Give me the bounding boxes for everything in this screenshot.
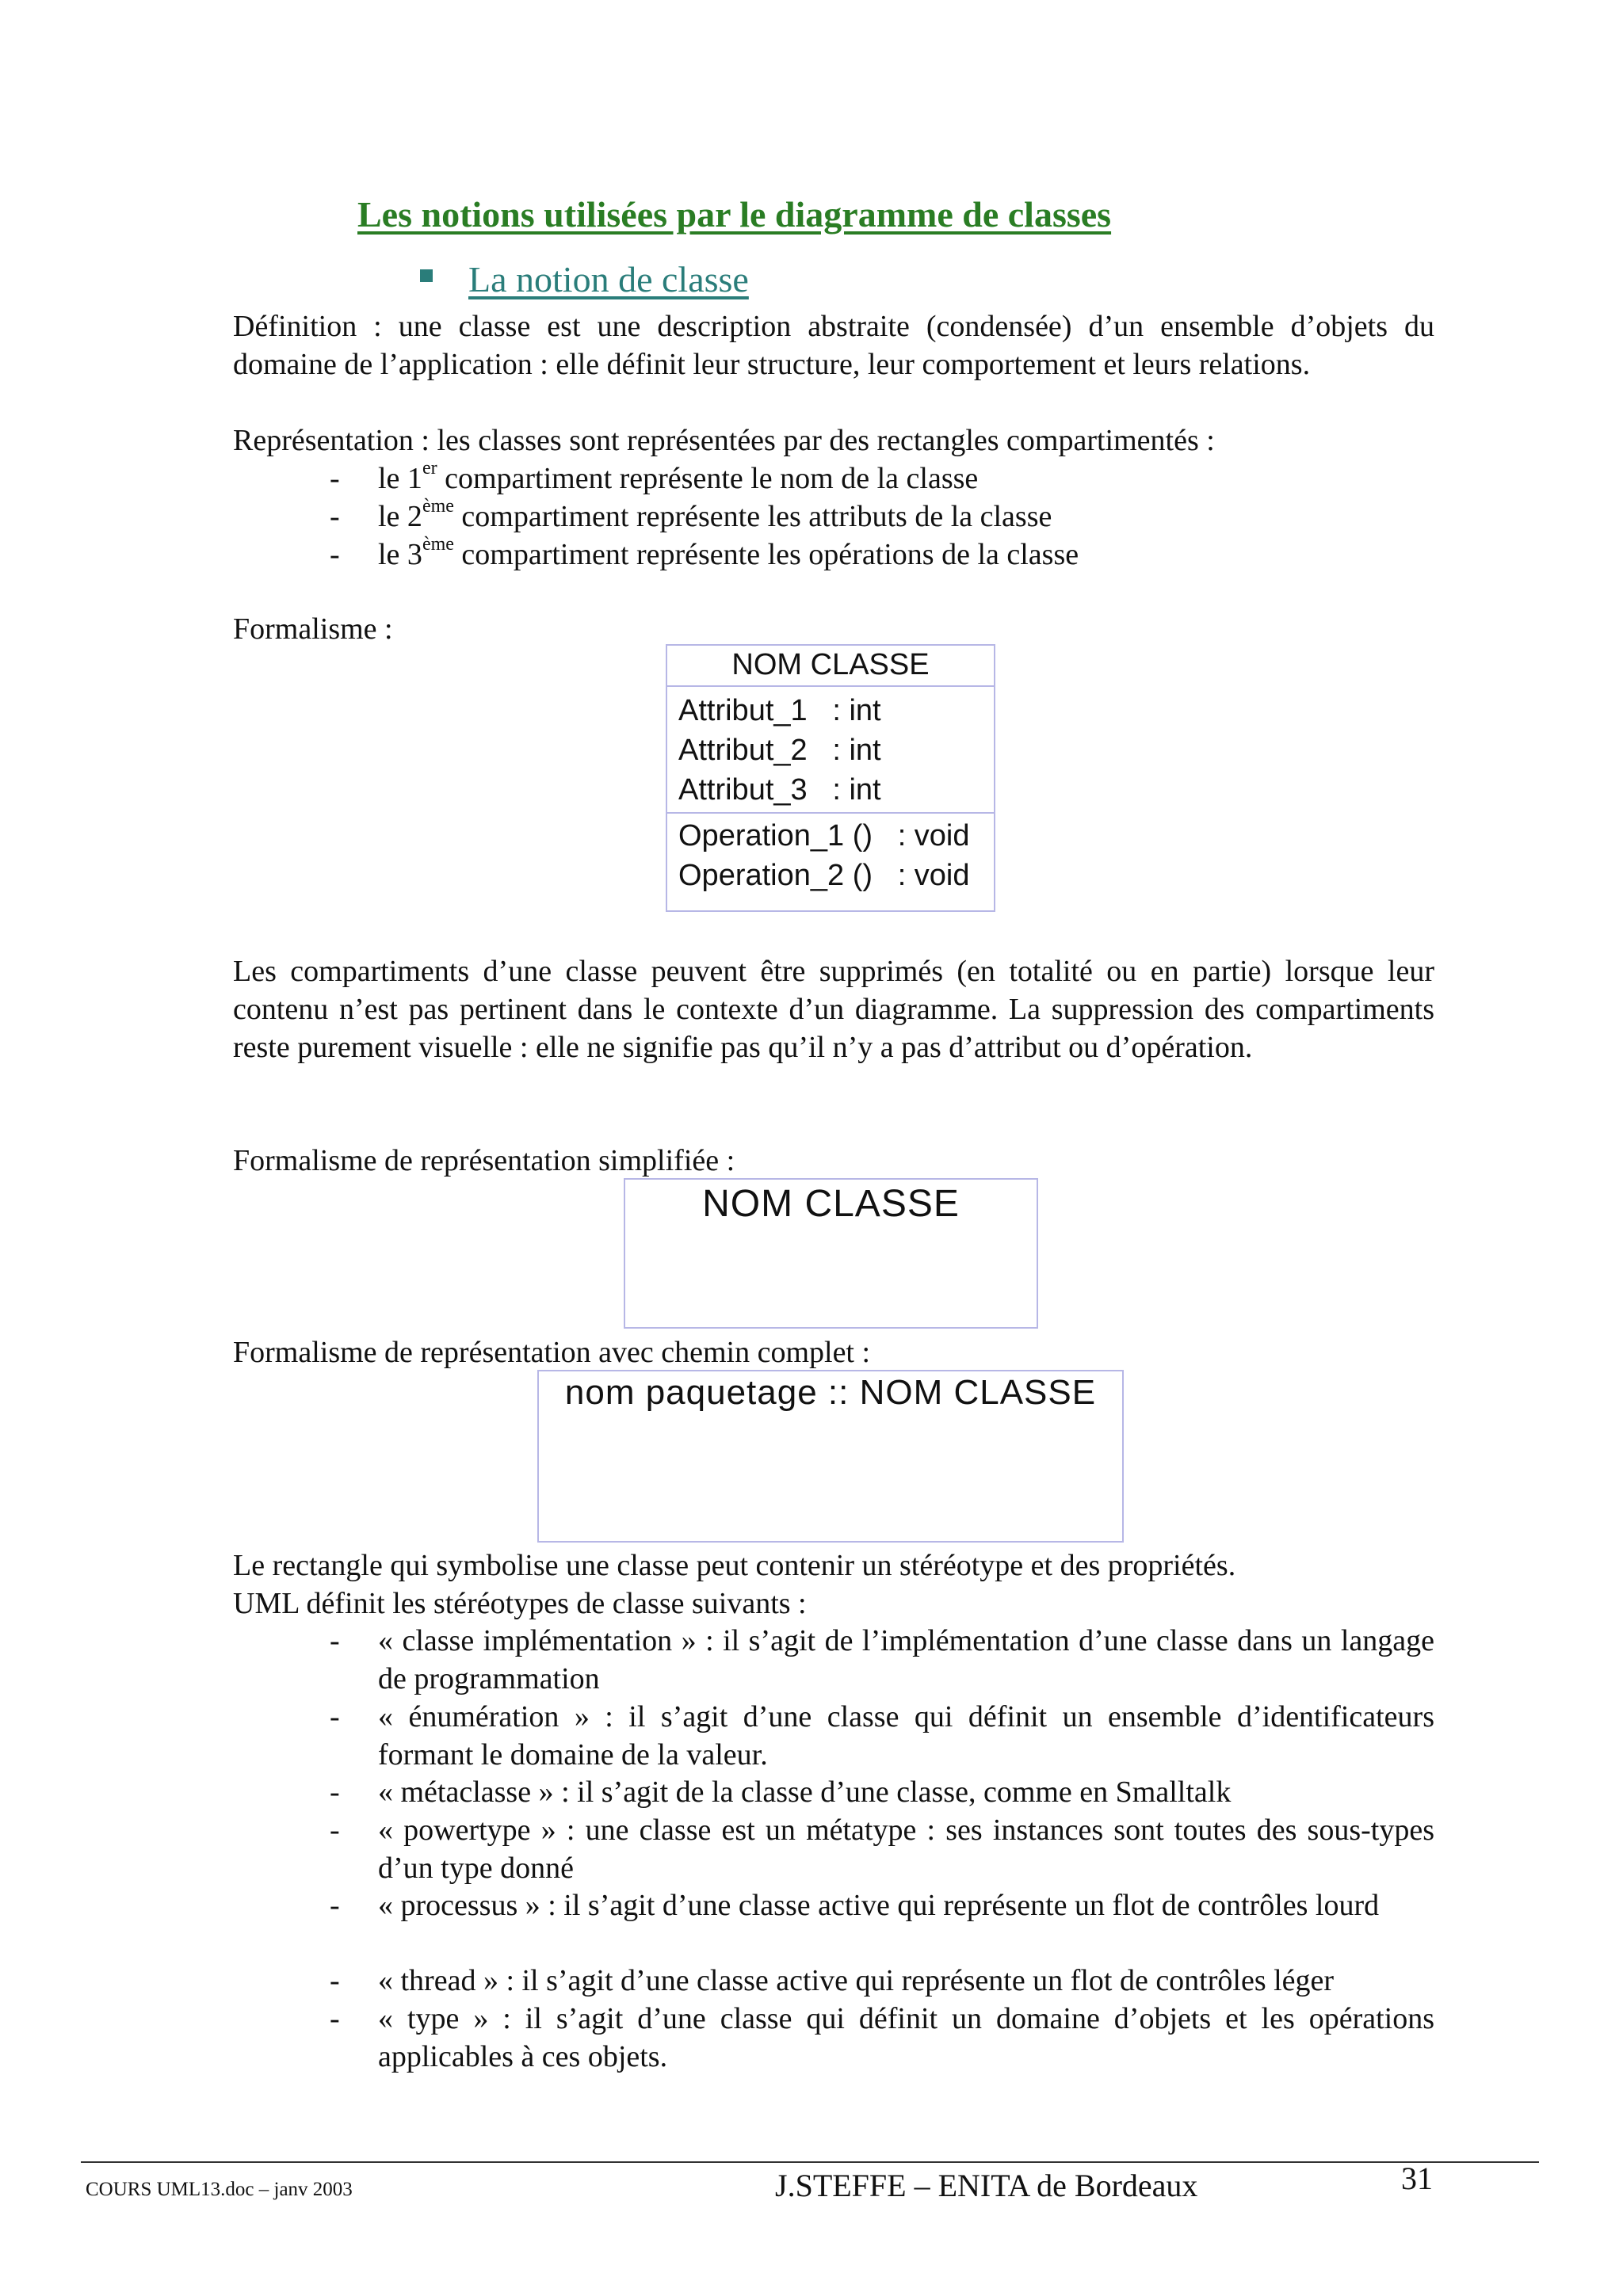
attributes-compartment [667, 687, 994, 814]
square-bullet-icon [420, 269, 433, 282]
dash-bullet: - [330, 1624, 340, 1657]
attribute-row: Attribut_2 : int [678, 734, 881, 767]
dash-bullet: - [330, 1964, 340, 1997]
dash-bullet: - [330, 500, 340, 533]
attribute-row: Attribut_1 : int [678, 694, 881, 727]
operation-row: Operation_2 () : void [678, 859, 970, 892]
dash-bullet: - [330, 1889, 340, 1922]
operations-compartment [667, 814, 994, 895]
footer-divider [81, 2161, 1539, 2163]
dash-bullet: - [330, 2002, 340, 2035]
full-path-label: Formalisme de représentation avec chemin complet : [233, 1336, 871, 1369]
class-name-compartment [539, 1371, 1122, 1417]
compartments-paragraph: Les compartiments d’une classe peuvent être supprimés (en totalité ou en partie) lorsque leur contenu n’est pas pertinent dans le contexte d’un diagramme. La suppression des compartiments reste purement visuelle : elle ne signifie pas qu’il n’y a pas d’attribut ou d’opération. [233, 955, 1434, 1064]
class-name: nom paquetage :: NOM CLASSE [564, 1373, 1097, 1412]
subsection-heading: La notion de classe [468, 259, 749, 299]
dash-bullet: - [330, 462, 340, 495]
dash-bullet: - [330, 1775, 340, 1809]
simplified-label: Formalisme de représentation simplifiée : [233, 1144, 735, 1177]
uml-class-box-full-path [537, 1370, 1124, 1543]
list-item: - le 1er compartiment représente le nom de la classe [0, 460, 1623, 498]
dash-bullet: - [330, 538, 340, 571]
class-name-compartment [625, 1180, 1037, 1230]
class-name: NOM CLASSE [702, 1183, 960, 1225]
uml-class-box-simplified [624, 1178, 1038, 1329]
footer-author: J.STEFFE – ENITA de Bordeaux [775, 2168, 1198, 2203]
operation-row: Operation_1 () : void [678, 819, 970, 852]
footer-document-info: COURS UML13.doc – janv 2003 [86, 2179, 353, 2200]
list-item: - le 2ème compartiment représente les attributs de la classe [0, 498, 1623, 536]
uml-class-box [666, 644, 995, 912]
class-name: NOM CLASSE [731, 648, 930, 681]
representation-intro: Représentation : les classes sont représentées par des rectangles compartimentés : [233, 424, 1215, 457]
stereotype-intro-1: Le rectangle qui symbolise une classe peut contenir un stéréotype et des propriétés. [233, 1549, 1236, 1582]
list-item: - le 3ème compartiment représente les opérations de la classe [0, 536, 1623, 574]
list-item: « métaclasse » : il s’agit de la classe d’une classe, comme en Smalltalk [378, 1775, 1232, 1809]
dash-bullet: - [330, 1814, 340, 1847]
page-number: 31 [1401, 2161, 1433, 2196]
list-item: « thread » : il s’agit d’une classe active qui représente un flot de contrôles léger [378, 1964, 1335, 1997]
list-item: « type » : il s’agit d’une classe qui définit un domaine d’objets et les opérations applicables à ces objets. [378, 2002, 1434, 2073]
formalism-label: Formalisme : [233, 612, 393, 646]
attribute-row: Attribut_3 : int [678, 773, 881, 807]
list-item: « powertype » : une classe est un métatype : ses instances sont toutes des sous-types d’un type donné [378, 1814, 1434, 1885]
list-item: « énumération » : il s’agit d’une classe qui définit un ensemble d’identificateurs formant le domaine de la valeur. [378, 1700, 1434, 1772]
list-item: « classe implémentation » : il s’agit de l’implémentation d’une classe dans un langage de programmation [378, 1624, 1434, 1695]
stereotype-intro-2: UML définit les stéréotypes de classe suivants : [233, 1587, 807, 1620]
list-item: « processus » : il s’agit d’une classe active qui représente un flot de contrôles lourd [378, 1889, 1380, 1922]
definition-paragraph: Définition : une classe est une description abstraite (condensée) d’un ensemble d’objets du domaine de l’application : elle définit leur structure, leur comportement et leurs relations. [233, 310, 1434, 381]
class-name-compartment [667, 646, 994, 687]
dash-bullet: - [330, 1700, 340, 1733]
section-heading: Les notions utilisées par le diagramme de classes [357, 194, 1112, 235]
